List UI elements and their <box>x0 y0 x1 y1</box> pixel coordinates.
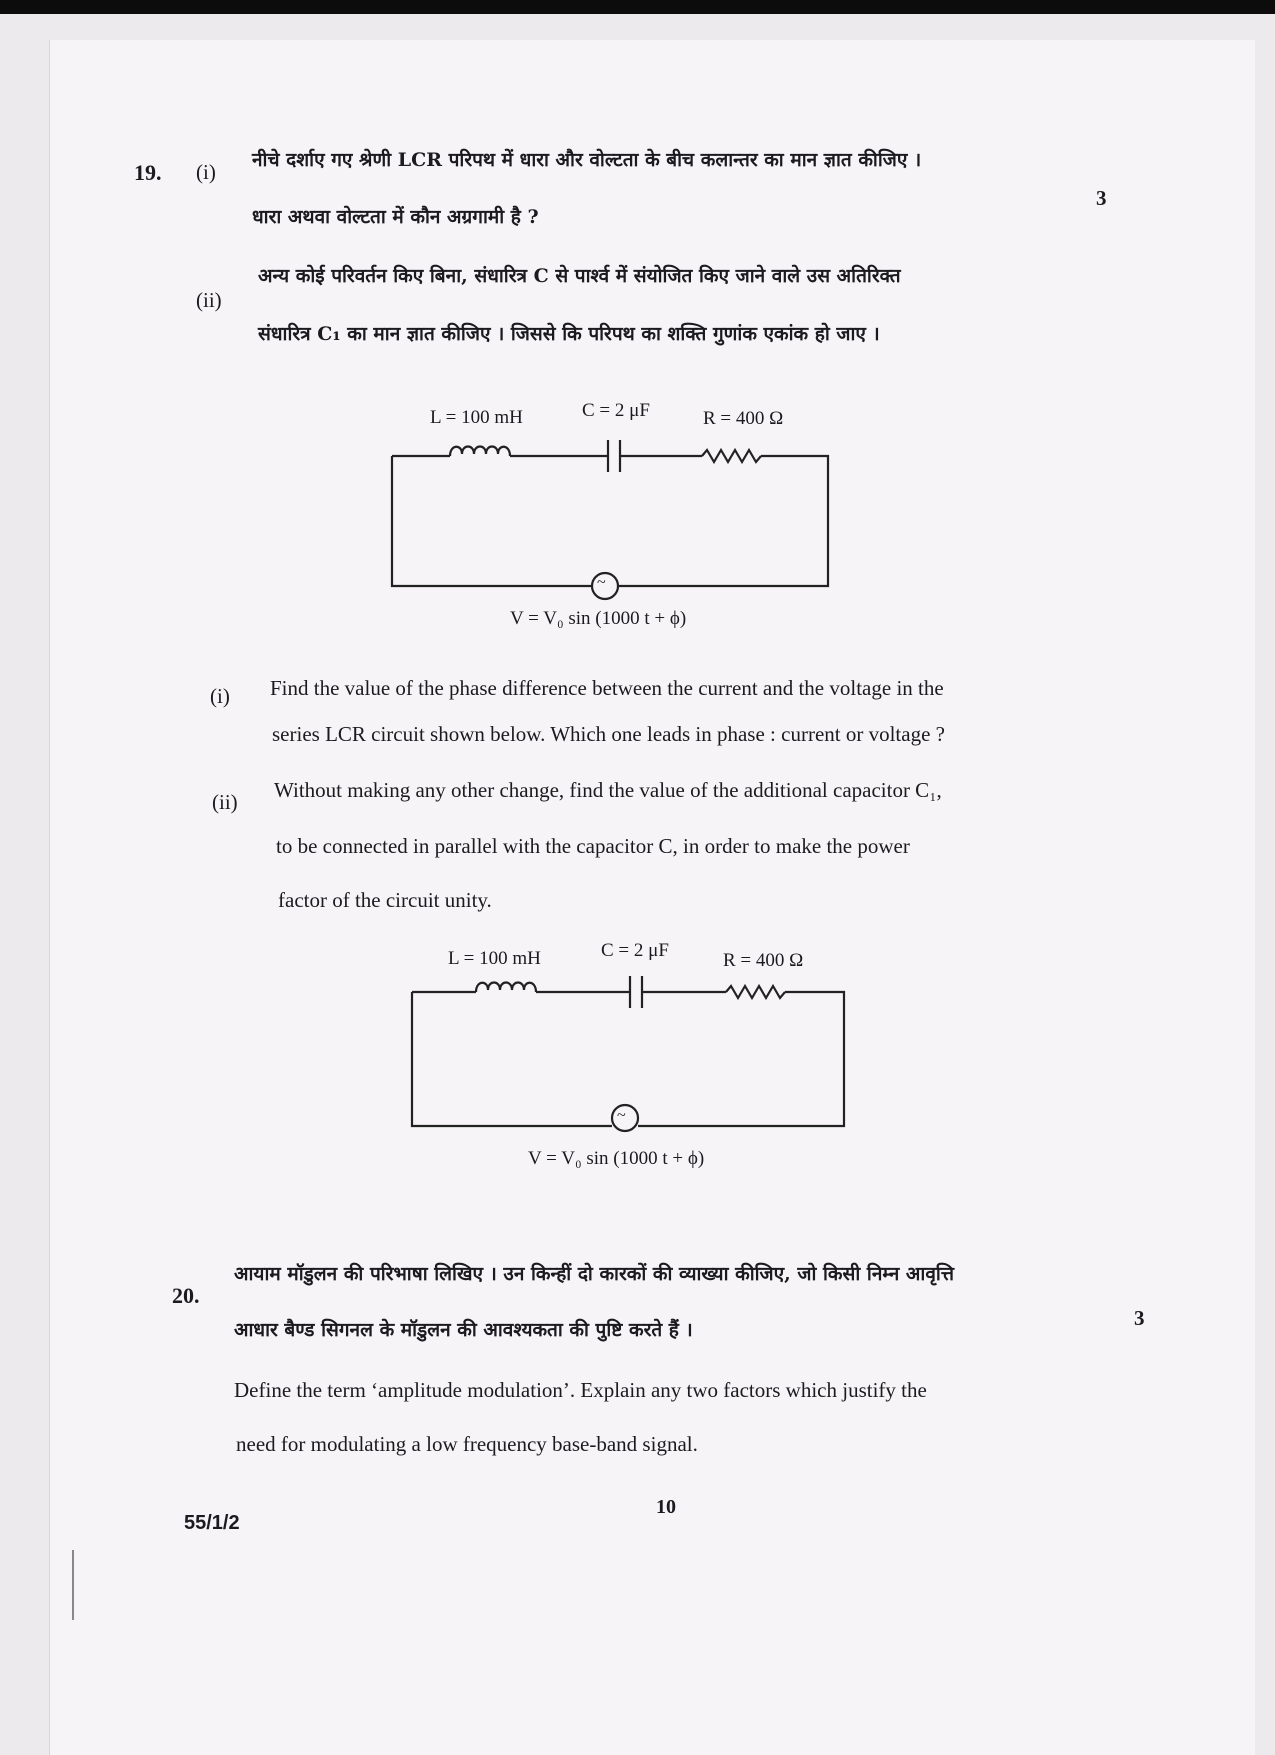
circuit1-right-wire <box>618 456 828 586</box>
exam-page <box>50 40 1255 1755</box>
circuit1-diagram <box>390 430 850 630</box>
circuit2-left-wire <box>412 992 612 1126</box>
circuit1-resistor-zigzag <box>702 450 761 462</box>
circuit2-source-symbol: ~ <box>617 1107 626 1124</box>
q20-hindi-line1: आयाम मॉडुलन की परिभाषा लिखिए । उन किन्हीं दो कारकों की व्याख्या कीजिए, जो किसी निम्न आवृत्ति <box>234 1263 954 1285</box>
q20-hindi-line2: आधार बैण्ड सिगनल के मॉडुलन की आवश्यकता की पुष्टि करते हैं । <box>234 1319 693 1341</box>
q20-marks: 3 <box>1134 1306 1145 1330</box>
q19-en-i-line2: series LCR circuit shown below. Which one leads in phase : current or voltage ? <box>272 722 945 746</box>
circuit2-source-label: V = V₀ sin (1000 t + ϕ) <box>528 1148 705 1169</box>
q19-hi-i-line2: धारा अथवा वोल्टता में कौन अग्रगामी है ? <box>252 206 539 228</box>
q19-hi-ii-line1: अन्य कोई परिवर्तन किए बिना, संधारित्र C से पार्श्व में संयोजित किए जाने वाले उस अतिरिक्त <box>258 265 901 287</box>
q19-number: 19. <box>134 160 162 185</box>
q19-en-ii-line3: factor of the circuit unity. <box>278 888 492 912</box>
q19-en-ii-label: (ii) <box>212 790 238 814</box>
q19-en-ii-line2: to be connected in parallel with the capacitor C, in order to make the power <box>276 834 910 858</box>
q19-hi-i-line1: नीचे दर्शाए गए श्रेणी LCR परिपथ में धारा और वोल्टता के बीच कलान्तर का मान ज्ञात कीजिए । <box>252 149 922 171</box>
margin-mark <box>72 1550 74 1620</box>
q19-hi-ii-label: (ii) <box>196 288 222 312</box>
q20-number: 20. <box>172 1283 200 1308</box>
footer-page-number: 10 <box>656 1496 676 1518</box>
scan-border <box>0 0 1275 14</box>
circuit2-resistor-label: R = 400 Ω <box>723 950 804 971</box>
circuit1-source-symbol: ~ <box>597 574 606 591</box>
circuit1-capacitor-plates <box>608 440 620 472</box>
circuit2-right-wire <box>638 992 844 1126</box>
circuit2-resistor-zigzag <box>726 986 785 998</box>
circuit2-capacitor-plates <box>630 976 642 1008</box>
circuit2-inductor-coil <box>476 983 536 993</box>
circuit2-diagram <box>410 970 870 1170</box>
footer-paper-code: 55/1/2 <box>184 1512 240 1534</box>
circuit1-left-wire <box>392 456 592 586</box>
q19-en-i-line1: Find the value of the phase difference between the current and the voltage in the <box>270 676 944 700</box>
q19-marks: 3 <box>1096 186 1107 210</box>
circuit1-inductor-coil <box>450 447 510 457</box>
circuit1-source-label: V = V₀ sin (1000 t + ϕ) <box>510 608 687 629</box>
q20-english-line2: need for modulating a low frequency base-band signal. <box>236 1432 698 1456</box>
q20-english-line1: Define the term ‘amplitude modulation’. Explain any two factors which justify the <box>234 1378 927 1402</box>
circuit2-inductor-label: L = 100 mH <box>448 948 541 969</box>
q19-en-ii-line1: Without making any other change, find the value of the additional capacitor C₁, <box>274 778 942 802</box>
q19-en-i-label: (i) <box>210 684 230 708</box>
circuit1-resistor-label: R = 400 Ω <box>703 408 784 429</box>
q19-hi-i-label: (i) <box>196 160 216 184</box>
q19-hi-ii-line2: संधारित्र C₁ का मान ज्ञात कीजिए । जिससे कि परिपथ का शक्ति गुणांक एकांक हो जाए । <box>258 323 880 345</box>
circuit2-capacitor-label: C = 2 μF <box>601 940 669 961</box>
circuit1-capacitor-label: C = 2 μF <box>582 400 650 421</box>
circuit1-inductor-label: L = 100 mH <box>430 407 523 428</box>
